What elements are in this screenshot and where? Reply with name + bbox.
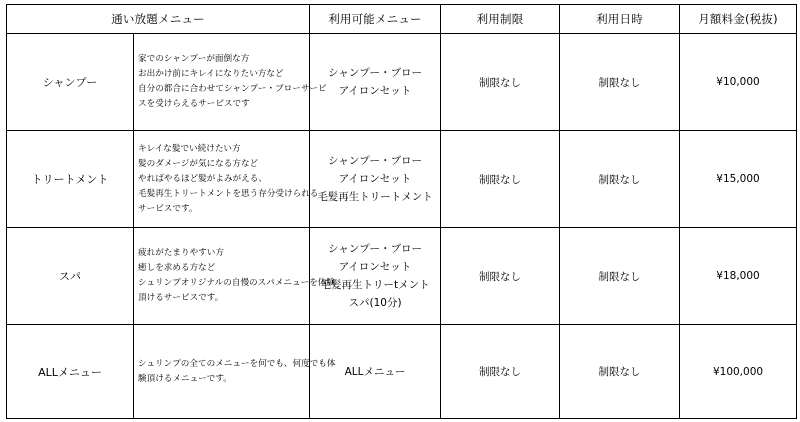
available-item: シャンプー・ブロー (328, 155, 422, 167)
available-item: 毛髪再生トリーtメント (320, 279, 430, 291)
table-row (7, 34, 797, 131)
description-line: 自分の都合に合わせてシャンプー・ブローサービ (138, 84, 327, 94)
menu-name: トリートメント (7, 131, 134, 228)
usage-limit: 制限なし (441, 131, 560, 228)
available-menus (310, 228, 441, 325)
monthly-price: ¥100,000 (680, 325, 797, 419)
monthly-price: ¥15,000 (680, 131, 797, 228)
header-available: 利用可能メニュー (310, 5, 441, 34)
usage-limit: 制限なし (441, 34, 560, 131)
available-item: アイロンセット (338, 85, 412, 97)
available-item: 毛髪再生トリートメント (317, 191, 433, 203)
description-line: 家でのシャンプーが面倒な方 (138, 54, 250, 64)
description-line: 頂けるサービスです。 (138, 293, 224, 303)
menu-name: スパ (7, 228, 134, 325)
header-menu: 通い放題メニュー (7, 5, 310, 34)
description-line: サービスです。 (138, 203, 198, 214)
description-line: お出かけ前にキレイになりたい方など (138, 69, 284, 79)
description-line: スを受けらえるサービスです (138, 99, 250, 109)
monthly-price: ¥10,000 (680, 34, 797, 131)
menu-name: ALLメニュー (7, 325, 134, 419)
table-row (7, 131, 797, 228)
menu-description (134, 325, 336, 419)
description-line: 験頂けるメニューです。 (138, 373, 232, 384)
menu-name: シャンプー (7, 34, 134, 131)
plans-body (7, 34, 797, 419)
usage-days: 制限なし (560, 34, 680, 131)
menu-description (134, 131, 319, 228)
usage-days: 制限なし (560, 325, 680, 419)
monthly-price: ¥18,000 (680, 228, 797, 325)
available-item: アイロンセット (338, 261, 412, 273)
usage-days: 制限なし (560, 131, 680, 228)
table-row (7, 325, 797, 419)
description-line: シュリンプの全てのメニューを何でも、何度でも体 (138, 358, 336, 369)
plans-table (6, 4, 797, 419)
description-line: 毛髪再生トリートメントを思う存分受けられる (138, 188, 319, 199)
description-line: キレイな髪でい続けたい方 (138, 143, 241, 154)
description-line: 癒しを求める方など (138, 263, 216, 273)
available-item: シャンプー・ブロー (328, 67, 422, 79)
usage-limit: 制限なし (441, 325, 560, 419)
available-menus (310, 34, 441, 131)
description-line: シュリンプオリジナルの自慢のスパメニューを体験 (138, 278, 335, 288)
description-line: やればやるほど髪がよみがえる、 (138, 173, 267, 184)
header-price: 月額料金(税抜) (680, 5, 797, 34)
available-item: スパ(10分) (348, 297, 402, 309)
available-item: アイロンセット (338, 173, 412, 185)
table-row (7, 228, 797, 325)
usage-days: 制限なし (560, 228, 680, 325)
header-row (7, 5, 797, 34)
description-line: 疲れがたまりやすい方 (138, 248, 224, 258)
available-item: ALLメニュー (344, 365, 406, 378)
available-menus (310, 131, 441, 228)
available-item: シャンプー・ブロー (328, 243, 422, 255)
available-menus (310, 325, 441, 419)
usage-limit: 制限なし (441, 228, 560, 325)
header-days: 利用日時 (560, 5, 680, 34)
menu-description (134, 34, 327, 131)
description-line: 髪のダメージが気になる方など (138, 158, 259, 169)
menu-description (134, 228, 335, 325)
header-limit: 利用制限 (441, 5, 560, 34)
